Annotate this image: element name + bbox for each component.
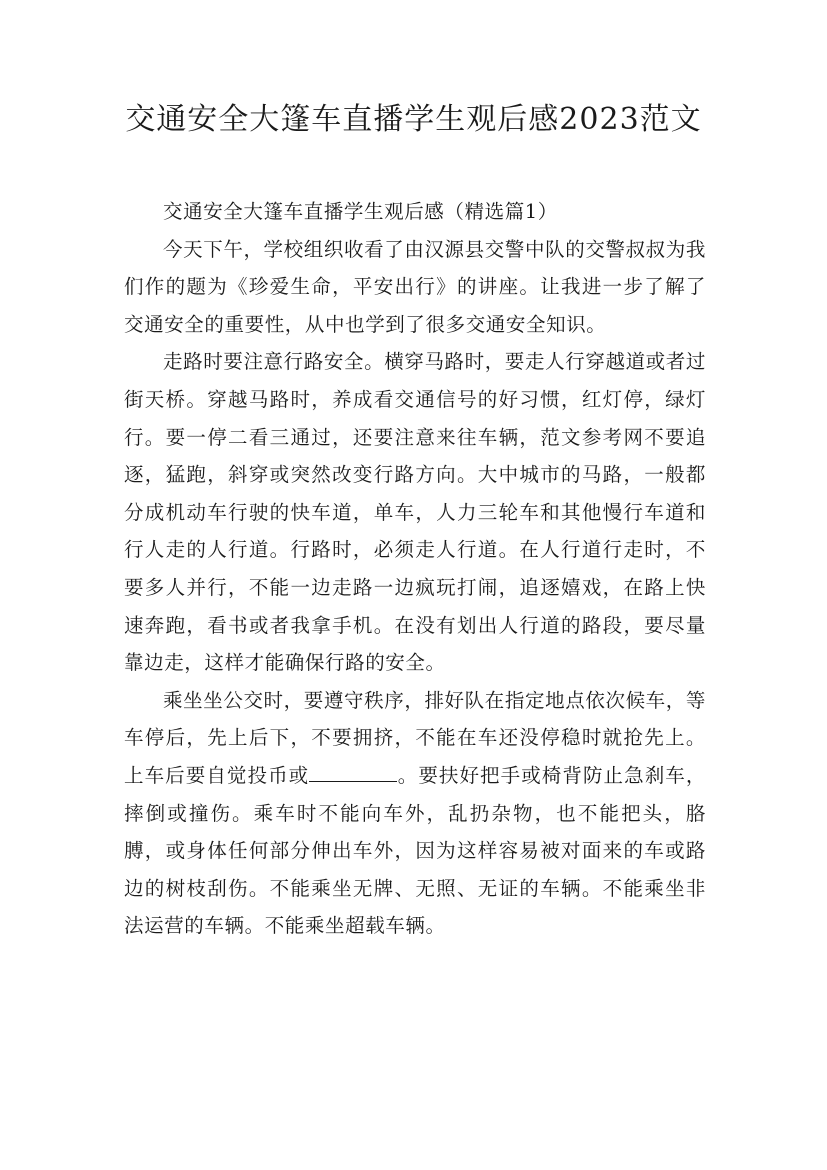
paragraph-3-part-1: 乘坐坐公交时，要遵守秩序，排好队在指定地点依次候车，等车停后，先上后下，不要拥挤，不能在车还没停稳时就抢先上。上车后要自觉投币或 [124, 688, 706, 787]
document-title: 交通安全大篷车直播学生观后感2023范文 [125, 102, 702, 137]
paragraph-2: 走路时要注意行路安全。横穿马路时，要走人行穿越道或者过街天桥。穿越马路时，养成看交通信号的好习惯，红灯停，绿灯行。要一停二看三通过，还要注意来往车辆，范文参考网不要追逐，猛跑，斜穿或突然改变行路方向。大中城市的马路，一般都分成机动车行驶的快车道，单车，人力三轮车和其他慢行车道和行人走的人行道。行路时，必须走人行道。在人行道行走时，不要多人并行，不能一边走路一边疯玩打闹，追逐嬉戏，在路上快速奔跑，看书或者我拿手机。在没有划出人行道的路段，要尽量靠边走，这样才能确保行路的安全。 [124, 350, 706, 675]
paragraph-3-part-2: 。要扶好把手或椅背防止急刹车，摔倒或撞伤。乘车时不能向车外，乱扔杂物，也不能把头，胳膊，或身体任何部分伸出车外，因为这样容易被对面来的车或路边的树枝刮伤。不能乘坐无牌、无照、无证的车辆。不能乘坐非法运营的车辆。不能乘坐超载车辆。 [124, 763, 706, 938]
fill-in-blank [309, 763, 397, 782]
paragraph-3 [124, 682, 706, 945]
section-heading: 交通安全大篷车直播学生观后感（精选篇1） [163, 200, 558, 223]
document-body [124, 193, 706, 945]
paragraph-1: 今天下午，学校组织收看了由汉源县交警中队的交警叔叔为我们作的题为《珍爱生命，平安出行》的讲座。让我进一步了解了交通安全的重要性，从中也学到了很多交通安全知识。 [124, 237, 706, 336]
